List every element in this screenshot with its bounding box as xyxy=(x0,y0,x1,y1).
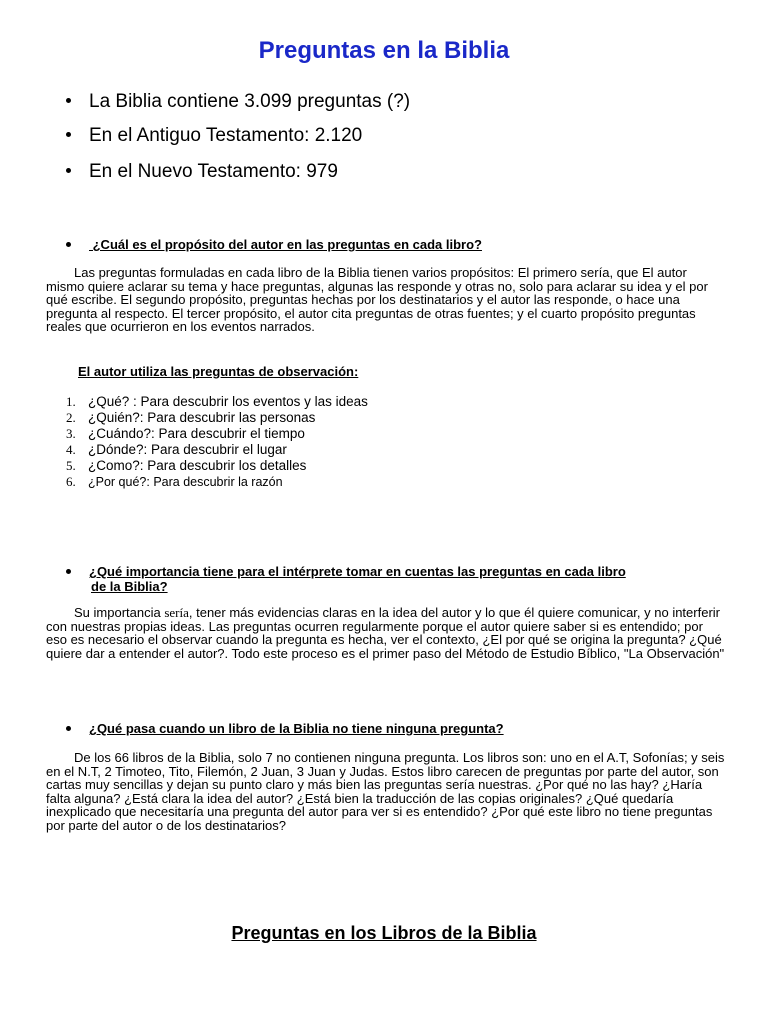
list-item xyxy=(66,410,315,425)
bullet-icon xyxy=(66,242,71,247)
list-text: ¿Quién?: Para descubrir las personas xyxy=(88,410,316,425)
summary-item-old-testament xyxy=(66,124,362,148)
question-text: ¿Cuál es el propósito del autor en las preguntas en cada libro? xyxy=(89,237,482,252)
list-item xyxy=(66,458,306,473)
question-no-questions xyxy=(66,721,504,736)
paragraph-text-start: Su importancia xyxy=(74,605,165,620)
page-title: Preguntas en la Biblia xyxy=(258,37,510,64)
list-number: 2. xyxy=(66,410,76,425)
list-text: ¿Dónde?: Para descubrir el lugar xyxy=(88,442,287,457)
list-number: 1. xyxy=(66,394,76,409)
bullet-icon xyxy=(66,726,71,731)
list-number: 6. xyxy=(66,474,76,489)
list-text: ¿Como?: Para descubrir los detalles xyxy=(88,458,307,473)
summary-item-new-testament xyxy=(66,160,338,184)
list-text: ¿Cuándo?: Para descubrir el tiempo xyxy=(88,426,305,441)
paragraph-no-questions xyxy=(46,751,726,833)
list-item xyxy=(66,442,287,457)
observation-subheading: El autor utiliza las preguntas de observación: xyxy=(78,364,359,379)
paragraph-text-rest: , tener más evidencias claras en la idea del autor y lo que él quiere comunicar, y no interferir con nuestras propias ideas. Las preguntas ocurren regularmente porque el autor quiere saber si es entendido; por eso es necesario el observar cuando la pregunta es hecha, ver el contexto, ¿El por qué se origina la pregunta? ¿Qué quiere dar a entender el autor?. Todo este proceso es el primer paso del Método de Estudio Bíblico, "La Observación" xyxy=(46,605,725,661)
question-text-line2: de la Biblia? xyxy=(91,579,168,594)
list-number: 5. xyxy=(66,458,76,473)
paragraph-importance xyxy=(46,606,726,660)
bullet-icon xyxy=(66,569,71,574)
list-item xyxy=(66,394,368,409)
section-title-books: Preguntas en los Libros de la Biblia xyxy=(231,923,537,943)
bullet-icon xyxy=(66,98,71,103)
list-item xyxy=(66,474,283,490)
summary-item-text: En el Nuevo Testamento: 979 xyxy=(89,161,338,182)
bullet-icon xyxy=(66,132,71,137)
summary-item-total xyxy=(66,90,410,114)
paragraph-serif-word: sería xyxy=(164,605,189,620)
paragraph-text: Las preguntas formuladas en cada libro de la Biblia tienen varios propósitos: El primero sería, que El autor mismo quiere aclarar su tema y hace preguntas, algunas las responde y otras no, solo para aclarar su idea y el por qué escribe. El segundo propósito, preguntas hechas por los destinatarios y el autor las responde, o hace una pregunta al respecto. El tercer propósito, el autor cita preguntas de otras fuentes; y el cuarto propósito preguntas reales que ocurrieron en los eventos narrados. xyxy=(46,265,708,335)
list-number: 3. xyxy=(66,426,76,441)
list-item xyxy=(66,426,305,441)
question-importance xyxy=(66,564,746,594)
paragraph-purpose xyxy=(46,266,726,334)
question-purpose xyxy=(66,237,482,252)
question-text: ¿Qué pasa cuando un libro de la Biblia no tiene ninguna pregunta? xyxy=(89,721,504,736)
bullet-icon xyxy=(66,168,71,173)
question-text-line1: ¿Qué importancia tiene para el intérprete tomar en cuentas las preguntas en cada libro xyxy=(89,564,626,579)
list-number: 4. xyxy=(66,442,76,457)
list-text: ¿Qué? : Para descubrir los eventos y las ideas xyxy=(88,394,368,409)
summary-item-text: En el Antiguo Testamento: 2.120 xyxy=(89,125,363,146)
summary-item-text: La Biblia contiene 3.099 preguntas (?) xyxy=(89,91,411,112)
list-text: ¿Por qué?: Para descubrir la razón xyxy=(88,475,283,489)
paragraph-text: De los 66 libros de la Biblia, solo 7 no contienen ninguna pregunta. Los libros son: uno en el A.T, Sofonías; y seis en el N.T, 2 Timoteo, Tito, Filemón, 2 Juan, 3 Juan y Judas. Estos libro carecen de preguntas por parte del autor, son cartas muy sencillas y dejan su punto claro y más bien las preguntas sería nuestras. ¿Por qué no las hay? ¿Haría falta alguna? ¿Está clara la idea del autor? ¿Está bien la traducción de las copias originales? ¿Qué quedaría inexplicado que necesitaría una pregunta del autor para ver si es entendido? ¿Por qué este libro no tiene preguntas por parte del autor o de los destinatarios? xyxy=(46,750,725,833)
